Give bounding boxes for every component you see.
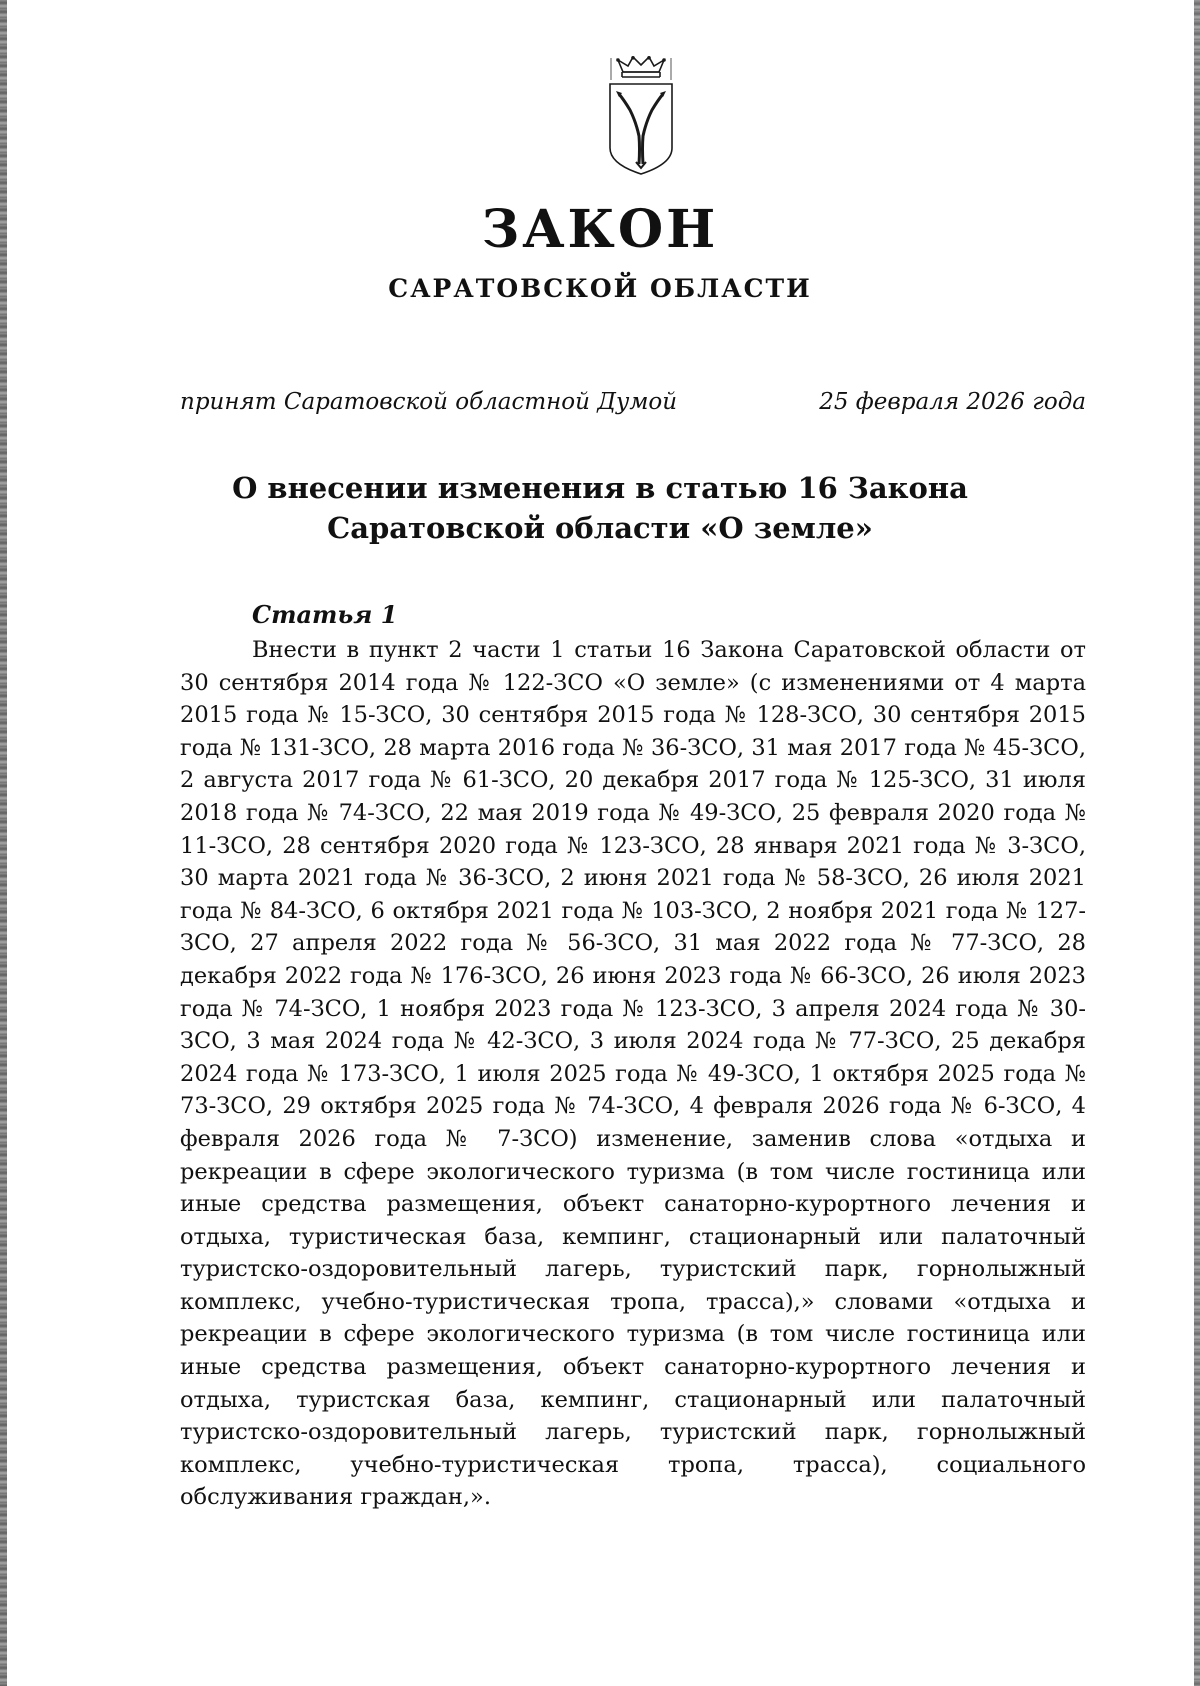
document-title: ЗАКОН (481, 199, 719, 260)
adopted-date: 25 февраля 2026 года (819, 389, 1086, 415)
adopted-by: принят Саратовской областной Думой (180, 389, 678, 415)
article-title: Статья 1 (252, 600, 398, 629)
document-subtitle: САРАТОВСКОЙ ОБЛАСТИ (388, 274, 812, 303)
article-body: Внести в пункт 2 части 1 статьи 16 Закона Саратовской области от 30 сентября 2014 года № 122-ЗСО «О земле» (с изменениями от 4 марта 2015 года № 15-ЗСО, 30 сентября 2015 года № 128-ЗСО, 30 сентября 2015 года № 131-ЗСО, 28 марта 2016 года № 36-ЗСО, 31 мая 2017 года № 45-ЗСО, 2 августа 2017 года № 61-ЗСО, 20 декабря 2017 года № 125-ЗСО, 31 июля 2018 года № 74-ЗСО, 22 мая 2019 года № 49-ЗСО, 25 февраля 2020 года № 11-ЗСО, 28 сентября 2020 года № 123-ЗСО, 28 января 2021 года № 3-ЗСО, 30 марта 2021 года № 36-ЗСО, 2 июня 2021 года № 58-ЗСО, 26 июля 2021 года № 84-ЗСО, 6 октября 2021 года № 103-ЗСО, 2 ноября 2021 года № 127-ЗСО, 27 апреля 2022 года № 56-ЗСО, 31 мая 2022 года № 77-ЗСО, 28 декабря 2022 года № 176-ЗСО, 26 июня 2023 года № 66-ЗСО, 26 июля 2023 года № 74-ЗСО, 1 ноября 2023 года № 123-ЗСО, 3 апреля 2024 года № 30-ЗСО, 3 мая 2024 года № 42-ЗСО, 3 июля 2024 года № 77-ЗСО, 25 декабря 2024 года № 173-ЗСО, 1 июля 2025 года № 49-ЗСО, 1 октября 2025 года № 73-ЗСО, 29 октября 2025 года № 74-ЗСО, 4 февраля 2026 года № 6-ЗСО, 4 февраля 2026 года № 7-ЗСО) изменение, заменив слова «отдыха и рекреации в сфере экологического туризма (в том числе гостиница или иные средства размещения, объект санаторно-курортного лечения и отдыха, туристическая база, кемпинг, стационарный или палаточный туристско-оздоровительный лагерь, туристский парк, горнолыжный комплекс, учебно-туристическая тропа, трасса),» словами «отдыха и рекреации в сфере экологического туризма (в том числе гостиница или иные средства размещения, объект санаторно-курортного лечения и отдыха, туристская база, кемпинг, стационарный или палаточный туристско-оздоровительный лагерь, туристский парк, горнолыжный комплекс, учебно-туристическая тропа, трасса), социального обслуживания граждан,». (180, 637, 1086, 1511)
law-heading-line1: О внесении изменения в статью 16 Закона (232, 471, 968, 505)
law-heading (0, 468, 1200, 548)
law-heading-line2: Саратовской области «О земле» (327, 511, 873, 545)
coat-of-arms-icon (606, 56, 676, 178)
